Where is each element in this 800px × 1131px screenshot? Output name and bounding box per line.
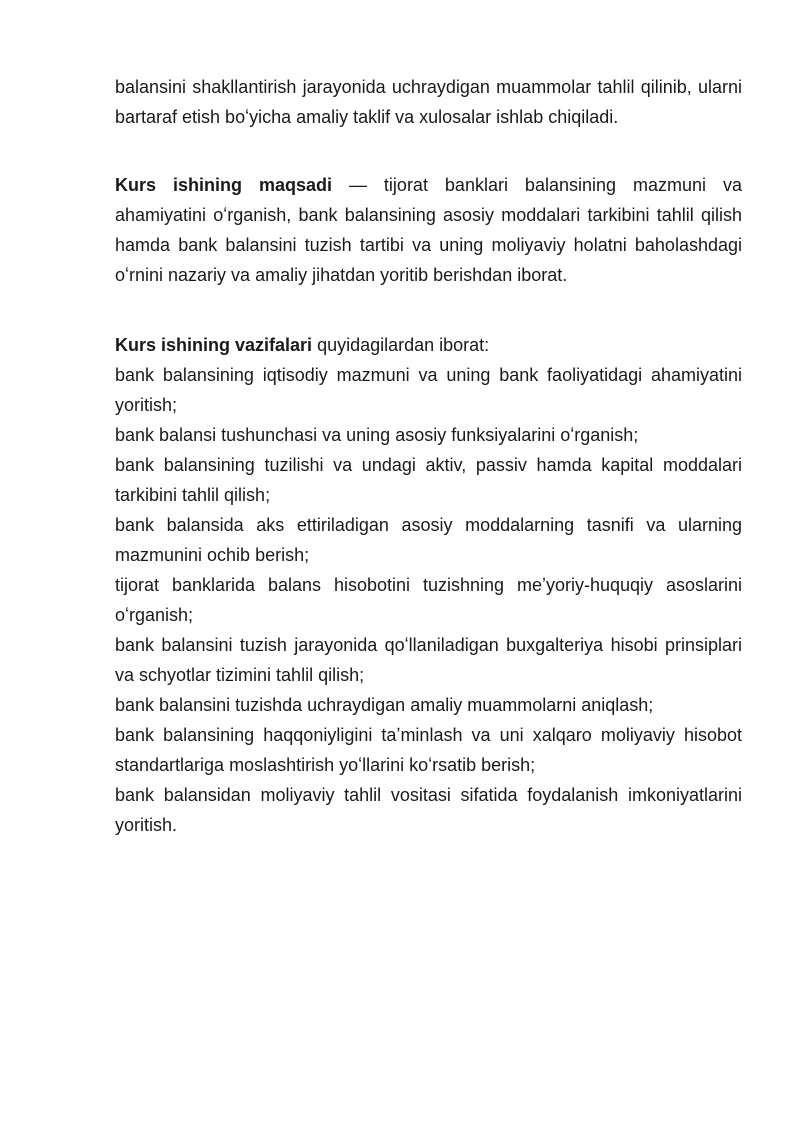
task-item: bank balansini tuzish jarayonida qoʻllaniladigan buxgalteriya hisobi prinsiplari va schyotlar tizimini tahlil qilish;	[115, 635, 742, 685]
task-item: bank balansining iqtisodiy mazmuni va uning bank faoliyatidagi ahamiyatini yoritish;	[115, 365, 742, 415]
task-item: bank balansini tuzishda uchraydigan amaliy muammolarni aniqlash;	[115, 695, 654, 715]
task-item: bank balansidan moliyaviy tahlil vositasi sifatida foydalanish imkoniyatlarini yoritish.	[115, 785, 742, 835]
task-item: tijorat banklarida balans hisobotini tuzishning meʼyoriy-huquqiy asoslarini oʻrganish;	[115, 575, 742, 625]
task-item: bank balansi tushunchasi va uning asosiy funksiyalarini oʻrganish;	[115, 425, 639, 445]
tasks-heading	[115, 330, 742, 360]
goal-label: Kurs ishining maqsadi	[115, 175, 332, 195]
task-item: bank balansida aks ettiriladigan asosiy moddalarning tasnifi va ularning mazmunini ochib berish;	[115, 515, 742, 565]
task-item: bank balansining haqqoniyligini taʼminlash va uni xalqaro moliyaviy hisobot standartlariga moslashtirish yoʻllarini koʻrsatib berish;	[115, 725, 742, 775]
intro-paragraph: balansini shakllantirish jarayonida uchraydigan muammolar tahlil qilinib, ularni bartaraf etish boʻyicha amaliy taklif va xulosalar ishlab chiqiladi.	[115, 77, 742, 127]
task-item: bank balansining tuzilishi va undagi aktiv, passiv hamda kapital moddalari tarkibini tahlil qilish;	[115, 455, 742, 505]
tasks-heading-text: quyidagilardan iborat:	[312, 335, 490, 355]
tasks-heading-label: Kurs ishining vazifalari	[115, 335, 313, 355]
goal-paragraph	[115, 170, 742, 290]
goal-text: — tijorat banklari balansining mazmuni va ahamiyatini oʻrganish, bank balansining asosiy moddalari tarkibini tahlil qilish hamda bank balansini tuzish tartibi va uning moliyaviy holatni baholashdagi oʻrnini nazariy va amaliy jihatdan yoritib berishdan iborat.	[115, 175, 742, 285]
document-page	[115, 72, 742, 840]
